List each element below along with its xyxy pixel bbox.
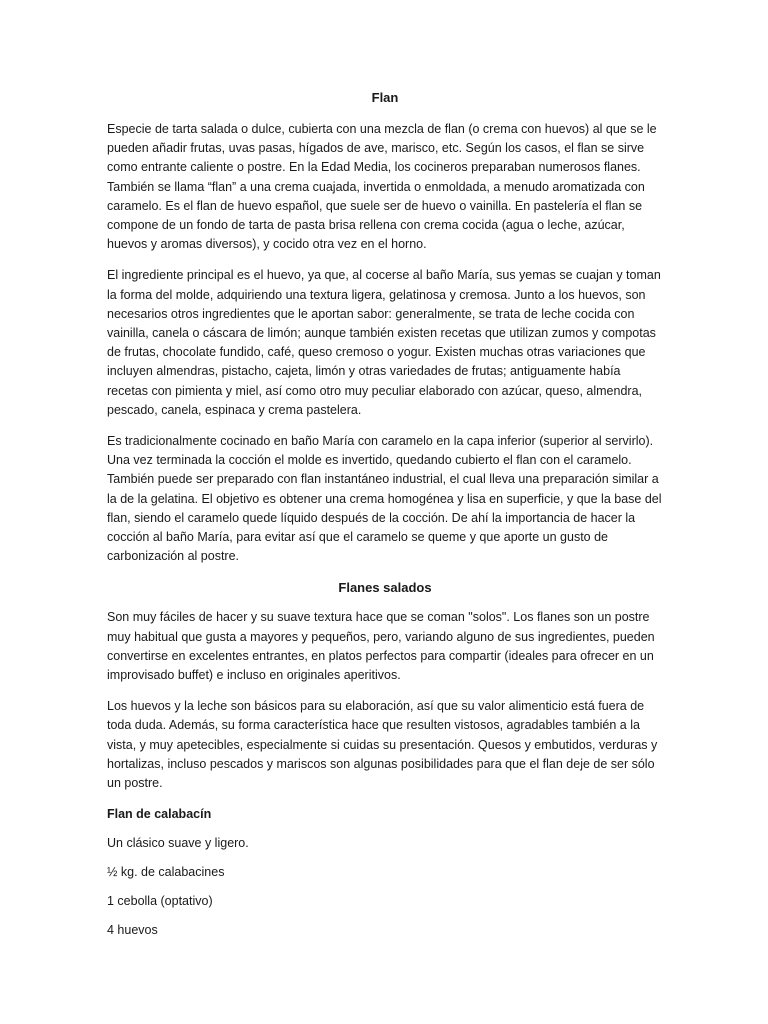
paragraph-ingredients: El ingrediente principal es el huevo, ya que, al cocerse al baño María, sus yemas se cuajan y toman la forma del molde, adquiriendo una textura ligera, gelatinosa y cremosa. Junto a los huevos, son necesarios otros ingredientes que le aportan sabor: generalmente, se trata de leche cocida con vainilla, canela o cáscara de limón; aunque también existen recetas que utilizan zumos y compotas de frutas, chocolate fundido, café, queso cremoso o yogur. Existen muchas otras variaciones que incluyen almendras, pistacho, cajeta, limón y otras variedades de frutas; antiguamente había recetas con pimienta y miel, así como otro muy peculiar elaborado con azúcar, queso, almendra, pescado, canela, espinaca y crema pastelera. (107, 268, 661, 417)
recipe-description: Un clásico suave y ligero. (107, 836, 249, 851)
document-page (107, 88, 663, 950)
ingredient-item: 1 cebolla (optativo) (107, 894, 213, 909)
section-title-flanes-salados: Flanes salados (338, 580, 432, 596)
recipe-title: Flan de calabacín (107, 807, 212, 822)
ingredient-item: ½ kg. de calabacines (107, 865, 225, 880)
paragraph-definition: Especie de tarta salada o dulce, cubierta con una mezcla de flan (o crema con huevos) al que se le pueden añadir frutas, uvas pasas, hígados de ave, marisco, etc. Según los casos, el flan se sirve como entrante caliente o postre. En la Edad Media, los cocineros preparaban numerosos flanes. También se llama “flan” a una crema cuajada, invertida o enmoldada, a menudo aromatizada con caramelo. Es el flan de huevo español, que suele ser de huevo o vainilla. En pastelería el flan se compone de un fondo de tarta de pasta brisa rellena con crema cocida (agua o leche, azúcar, huevos y aromas diversos), y cocido otra vez en el horno. (107, 122, 657, 252)
document-title: Flan (371, 90, 399, 105)
ingredient-item: 4 huevos (107, 923, 158, 938)
paragraph-flanes-salados-intro: Son muy fáciles de hacer y su suave textura hace que se coman "solos". Los flanes son un postre muy habitual que gusta a mayores y pequeños, pero, variando alguno de sus ingredientes, pueden convertirse en excelentes entrantes, en platos perfectos para compartir (ideales para ofrecer en un improvisado buffet) e incluso en originales aperitivos. (107, 610, 655, 683)
paragraph-flanes-salados-details: Los huevos y la leche son básicos para su elaboración, así que su valor alimenticio está fuera de toda duda. Además, su forma característica hace que resulten vistosos, agradables también a la vista, y muy apetecibles, especialmente si cuidas su presentación. Quesos y embutidos, verduras y hortalizas, incluso pescados y mariscos son algunas posibilidades para que el flan deje de ser sólo un postre. (107, 699, 658, 791)
paragraph-cooking: Es tradicionalmente cocinado en baño María con caramelo en la capa inferior (superior al servirlo). Una vez terminada la cocción el molde es invertido, quedando cubierto el flan con el caramelo. También puede ser preparado con flan instantáneo industrial, el cual lleva una preparación similar a la de la gelatina. El objetivo es obtener una crema homogénea y lisa en superficie, y que la base del flan, siendo el caramelo quede líquido después de la cocción. De ahí la importancia de hacer la cocción al baño María, para evitar así que el caramelo se queme y que aporte un gusto de carbonización al postre. (107, 434, 662, 564)
